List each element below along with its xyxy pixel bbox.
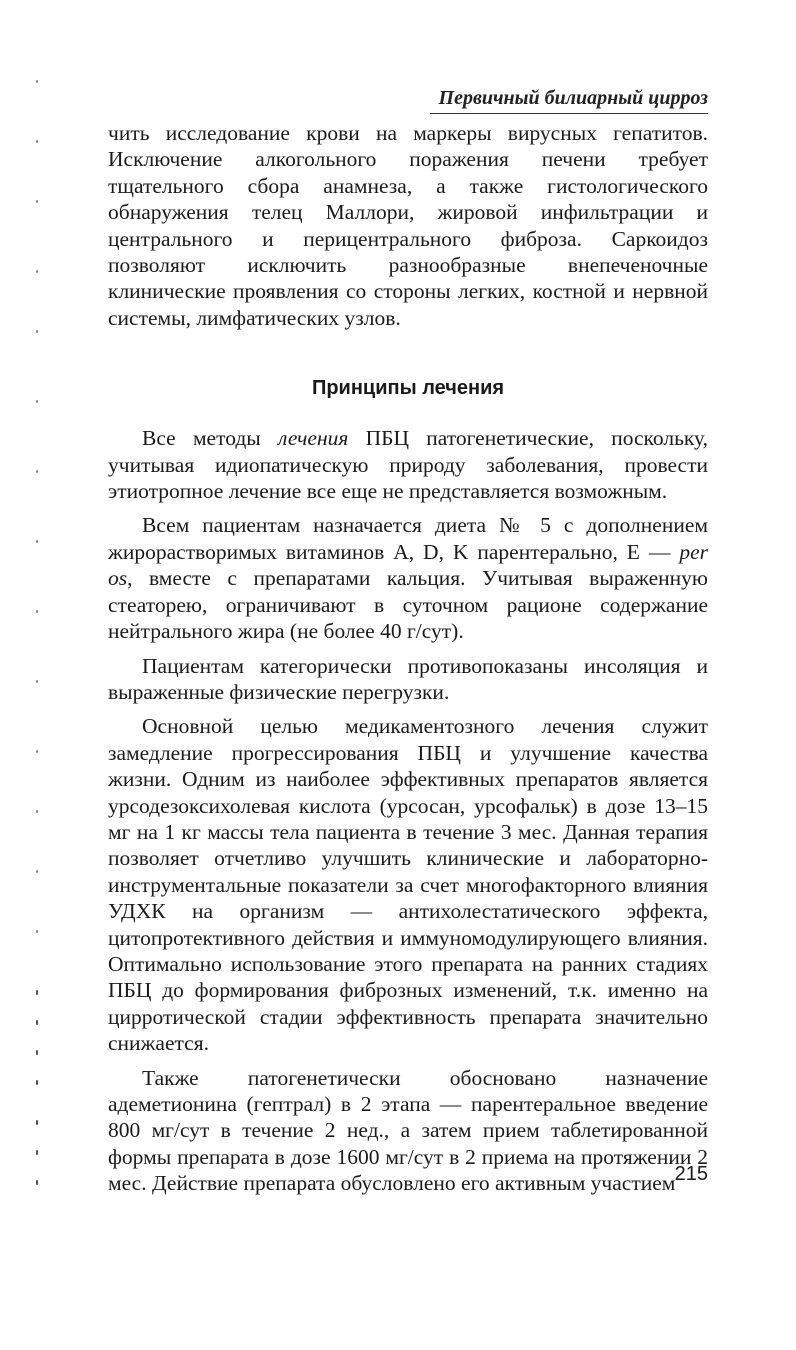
running-head: Первичный билиарный цирроз: [438, 87, 708, 109]
scan-speck: [36, 1080, 38, 1085]
scan-speck: [36, 400, 38, 403]
scan-speck: [36, 540, 38, 543]
paragraph-ademetionine: Также патогенетически обосновано назначение адеметионина (гептрал) в 2 этапа — парентеральное введение 800 мг/сут в течение 2 нед., а затем прием таблетированной формы препарата в дозе 1600 мг/сут в 2 приема на протяжении 2 мес. Действие препарата обусловлено его активным участием: [108, 1065, 708, 1196]
scan-speck: [36, 750, 38, 753]
scan-speck: [36, 200, 38, 203]
scan-speck: [36, 470, 38, 473]
page-number: 215: [674, 1163, 708, 1185]
paragraph-continuation: чить исследование крови на маркеры вирусных гепатитов. Исключение алкогольного поражения печени требует тщательного сбора анамнеза, а также гистологического обнаружения телец Маллори, жировой инфильтрации и центрального и перицентрального фиброза. Саркоидоз позволяют исключить разнообразные внепеченочные клинические проявления со стороны легких, костной и нервной системы, лимфатических узлов.: [108, 121, 708, 330]
scan-speck: [36, 270, 38, 273]
scan-speck: [36, 810, 38, 813]
scan-speck: [36, 680, 38, 683]
paragraph-medication-goal: Основной целью медикаментозного лечения служит замедление прогрессирования ПБЦ и улучшение качества жизни. Одним из наиболее эффективных препаратов является урсодезоксихолевая кислота (урсосан, урсофальк) в дозе 13–15 мг на 1 кг массы тела пациента в течение 3 мес. Данная терапия позволяет отчетливо улучшить клинические и лабораторно-инструментальные показатели за счет многофакторного влияния УДХК на организм — антихолестатического эффекта, цитопротективного действия и иммуномодулирующего влияния. Оптимально использование этого препарата на ранних стадиях ПБЦ до формирования фиброзных изменений, т.к. именно на цирротической стадии эффективность препарата значительно снижается.: [108, 714, 708, 1056]
scan-speck: [36, 870, 38, 873]
scan-margin-marks: [34, 70, 42, 1210]
paragraph-treatment-methods: Все методы лечения ПБЦ патогенетические, поскольку, учитывая идиопатическую природу заболевания, провести этиотропное лечение все еще не представляется возможным.: [108, 426, 708, 504]
scan-speck: [36, 930, 38, 933]
scan-speck: [36, 1020, 38, 1025]
scan-speck: [36, 140, 38, 143]
scan-speck: [36, 1120, 38, 1125]
scan-speck: [36, 1150, 38, 1155]
scan-speck: [36, 1180, 38, 1185]
scan-speck: [36, 80, 38, 83]
section-heading: Принципы лечения: [311, 377, 505, 400]
paragraph-diet: Всем пациентам назначается диета № 5 с дополнением жирорастворимых витаминов A, D, K парентерально, E — per os, вместе с препаратами кальция. Учитывая выраженную стеаторею, ограничивают в суточном рационе содержание нейтрального жира (не более 40 г/сут).: [108, 513, 708, 644]
scan-speck: [36, 990, 38, 995]
running-head-rule: [430, 113, 708, 114]
body-text: [108, 120, 708, 1197]
scan-speck: [36, 330, 38, 333]
scan-speck: [36, 1050, 38, 1055]
scan-speck: [36, 610, 38, 613]
paragraph-contraindications: Пациентам категорически противопоказаны инсоляция и выраженные физические перегрузки.: [108, 653, 708, 704]
